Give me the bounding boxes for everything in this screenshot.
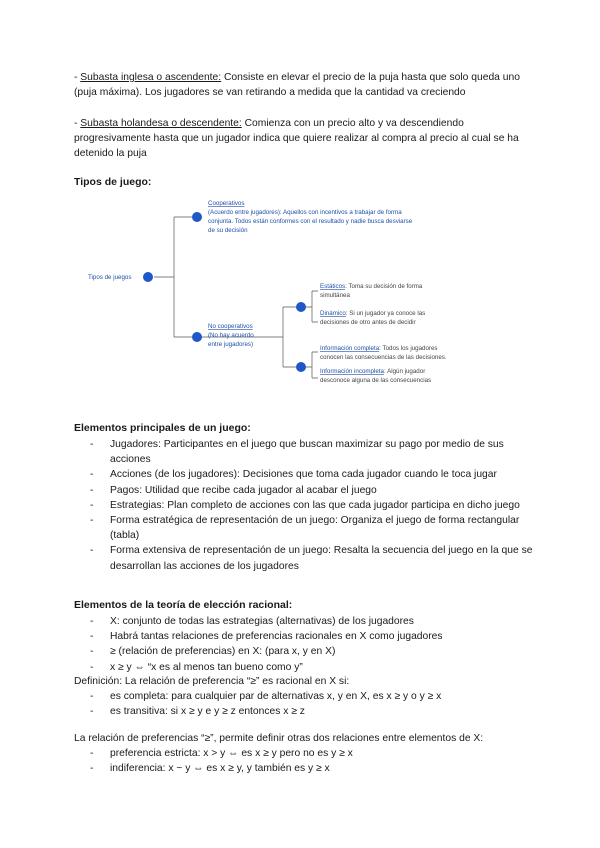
elementos-heading: Elementos principales de un juego: [74,422,251,434]
eleccion-heading: Elementos de la teoría de elección racional: [74,599,293,611]
list-item: - X: conjunto de todas las estrategias (alternativas) de los jugadores [74,614,534,629]
list-item: - Acciones (de los jugadores): Decisiones que toma cada jugador cuando le toca jugar [74,467,534,482]
estaticos-line2: simultánea [320,292,350,299]
definicion-text: Definición: La relación de preferencia “≥” es racional en X si: [74,676,350,687]
nocoop-line1: (No hay acuerdo [208,332,254,339]
cooperativos-node [192,212,202,222]
incompleta-title: Información incompleta [320,368,384,375]
root-label: Tipos de juegos [88,274,132,281]
dinamicos-line2: decisiones de otro antes de decidir [320,319,416,326]
nocoop-node [192,332,202,342]
incompleta-line1: : Algún jugador [383,368,426,375]
subasta-holandesa-text: Comienza con un precio alto y va descendiendo progresivamente hasta que un jugador indica que quiere realizar al compra al precio al cual se ha detenido la puja [74,118,519,160]
estaticos-line1: : Toma su decisión de forma [345,283,423,290]
dinamicos-title: Dinámico [320,310,346,317]
tipos-diagram [80,195,480,385]
dash: - [74,72,81,83]
estaticos-line1-text [320,283,423,290]
subasta-holandesa-paragraph [74,116,534,162]
list-item: - Forma extensiva de representación de un juego: Resalta la secuencia del juego en la que se desarrollan las acciones de los jugadores [74,543,534,573]
estaticos-title: Estáticos [320,283,346,290]
completa-line1: : Todos los jugadores [379,345,438,352]
incompleta-line2: desconoce alguna de las consecuencias [320,377,432,384]
diagram-connectors [154,217,318,378]
nocoop-line2: entre jugadores) [208,341,254,348]
cooperativos-line3: de su decisión [208,227,248,234]
elementos-list [74,437,534,574]
subasta-holandesa-term: Subasta holandesa o descendente: [80,118,242,129]
list-item: - Forma estratégica de representación de un juego: Organiza el juego de forma rectangular (tabla) [74,513,534,543]
list-item: - ≥ (relación de preferencias) en X: (para x, y en X) [74,644,534,659]
root-branch-lines [154,217,192,337]
static-dynamic-lines [306,291,318,322]
list-item: - Jugadores: Participantes en el juego que buscan maximizar su pago por medio de sus acciones [74,437,534,467]
static-dynamic-node [296,302,306,312]
completa-line2: conocen las consecuencias de las decisiones. [320,354,447,361]
tipos-heading: Tipos de juego: [74,176,152,188]
dinamicos-line1-text [320,310,425,317]
list-item: - es completa: para cualquier par de alternativas x, y en X, es x ≥ y o y ≥ x [74,689,534,704]
list-item: - Pagos: Utilidad que recibe cada jugador al acabar el juego [74,483,534,498]
definicion-list [74,689,534,719]
root-node [143,272,153,282]
cooperativos-line1: (Acuerdo entre jugadores): Aquellos con incentivos a trabajar de forma [208,209,402,216]
eleccion-list [74,614,534,675]
dash: - [74,118,81,129]
subasta-inglesa-text: Consiste en elevar el precio de la puja hasta que solo queda uno (puja máxima). Los jugadores se van retirando a medida que la cantidad va creciendo [74,72,520,99]
list-item: - indiferencia: x ~ y ⇔ es x ≥ y, y también es y ≥ x [74,761,534,776]
cooperativos-line2: conjunta. Todos están conformes con el resultado y nadie busca desviarse [208,218,413,225]
subasta-inglesa-term: Subasta inglesa o ascendente: [80,72,222,83]
nocoop-title: No cooperativos [208,323,253,330]
relacion-text: La relación de preferencias “≥”, permite definir otras dos relaciones entre elementos de X: [74,733,484,744]
cooperativos-title: Cooperativos [208,200,245,207]
info-node [296,362,306,372]
subasta-inglesa-paragraph [74,70,534,100]
info-lines [306,352,318,378]
relacion-list [74,746,534,776]
list-item: - es transitiva: si x ≥ y e y ≥ z entonces x ≥ z [74,704,534,719]
list-item: - preferencia estricta: x > y ⇔ es x ≥ y pero no es y ≥ x [74,746,534,761]
list-item: - x ≥ y ⇔ “x es al menos tan bueno como y” [74,660,534,675]
list-item: - Estrategias: Plan completo de acciones con las que cada jugador participa en dicho juego [74,498,534,513]
incompleta-line1-text [320,368,425,375]
completa-title: Información completa [320,345,380,352]
completa-line1-text [320,345,438,352]
dinamicos-line1: : Si un jugador ya conoce las [345,310,426,317]
list-item: - Habrá tantas relaciones de preferencias racionales en X como jugadores [74,629,534,644]
